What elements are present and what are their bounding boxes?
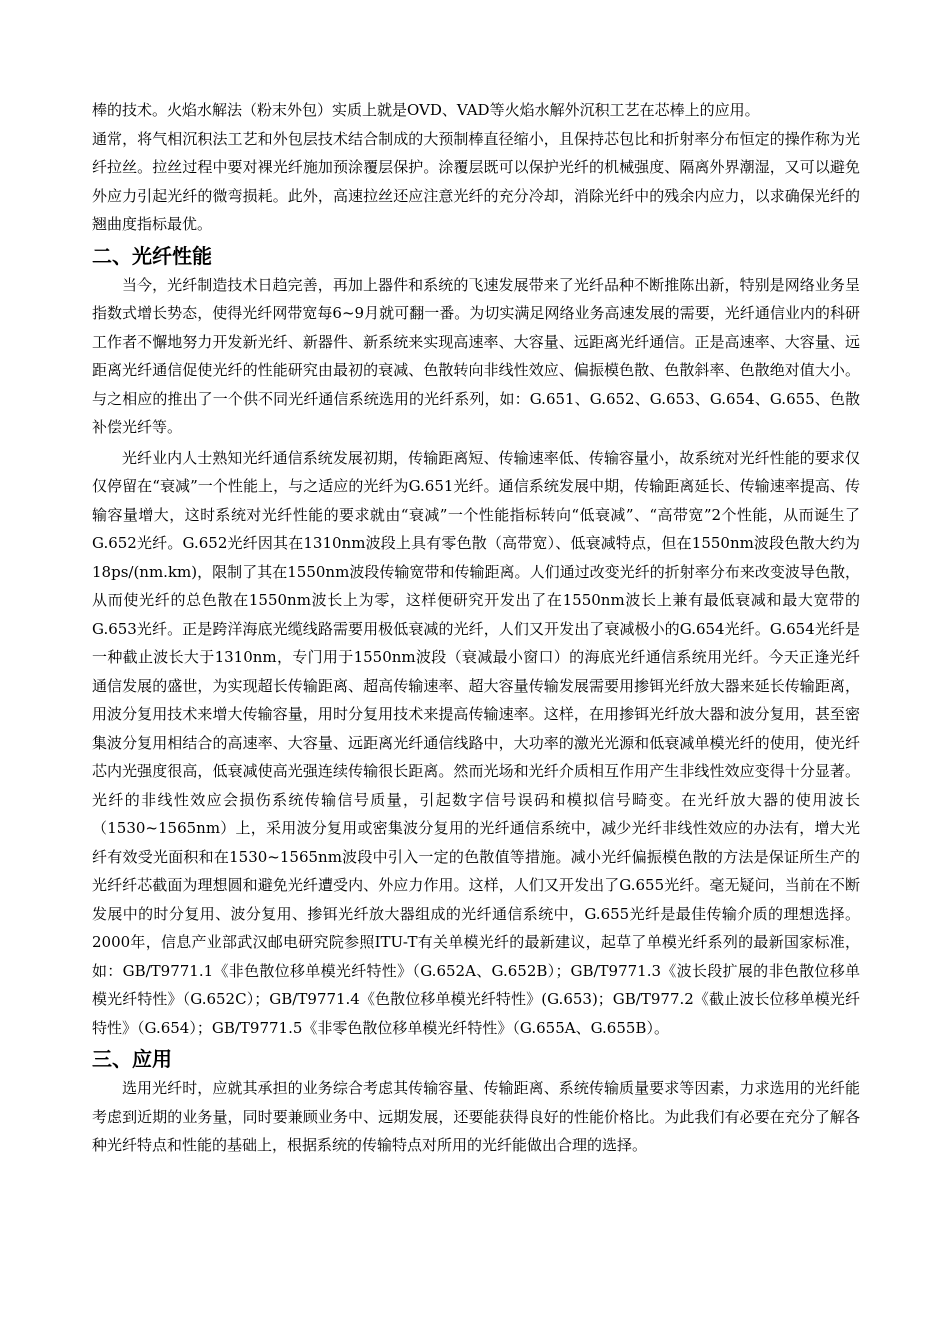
section-heading-application: 三、应用	[92, 1047, 172, 1071]
paragraph-fiber-drawing: 通常，将气相沉积法工艺和外包层技术结合制成的大预制棒直径缩小，且保持芯包比和折射率分布恒定的操作称为光纤拉丝。拉丝过程中要对裸光纤施加预涂覆层保护。涂覆层既可以保护光纤的机械强度、隔离外界潮湿，又可以避免外应力引起光纤的微弯损耗。此外，高速拉丝还应注意光纤的充分冷却，消除光纤中的残余内应力，以求确保光纤的翘曲度指标最优。	[92, 129, 860, 233]
paragraph-application: 选用光纤时，应就其承担的业务综合考虑其传输容量、传输距离、系统传输质量要求等因素，力求选用的光纤能考虑到近期的业务量，同时要兼顾业务中、远期发展，还要能获得良好的性能价格比。为此我们有必要在充分了解各种光纤特点和性能的基础上，根据系统的传输特点对所用的光纤能做出合理的选择。	[92, 1079, 860, 1154]
document-page	[92, 96, 860, 1160]
paragraph-drawing-fabrication-tail: 棒的技术。火焰水解法（粉末外包）实质上就是OVD、VAD等火焰水解外沉积工艺在芯棒上的应用。	[92, 101, 760, 119]
section-heading-fiber-performance: 二、光纤性能	[92, 243, 212, 268]
paragraph-fiber-performance-intro: 当今，光纤制造技术日趋完善，再加上器件和系统的飞速发展带来了光纤品种不断推陈出新，特别是网络业务呈指数式增长势态，使得光纤网带宽每6~9月就可翻一番。为切实满足网络业务高速发展的需要，光纤通信业内的科研工作者不懈地努力开发新光纤、新器件、新系统来实现高速率、大容量、远距离光纤通信。正是高速率、大容量、远距离光纤通信促使光纤的性能研究由最初的衰减、色散转向非线性效应、偏振模色散、色散斜率、色散绝对值大小。与之相应的推出了一个供不同光纤通信系统选用的光纤系列，如：G.651、G.652、G.653、G.654、G.655、色散补偿光纤等。	[92, 275, 860, 436]
paragraph-fiber-performance-history: 光纤业内人士熟知光纤通信系统发展初期，传输距离短、传输速率低、传输容量小，故系统对光纤性能的要求仅仅停留在“衰减”一个性能上，与之适应的光纤为G.651光纤。通信系统发展中期，传输距离延长、传输速率提高、传输容量增大，这时系统对光纤性能的要求就由“衰减”一个性能指标转向“低衰减”、“高带宽”2个性能，从而诞生了G.652光纤。G.652光纤因其在1310nm波段上具有零色散（高带宽）、低衰减特点，但在1550nm波段色散大约为18ps/(nm.km)，限制了其在1550nm波段传输宽带和传输距离。人们通过改变光纤的折射率分布来改变波导色散，从而使光纤的总色散在1550nm波长上为零，这样便研究开发出了在1550nm波长上兼有最低衰减和最大宽带的G.653光纤。正是跨洋海底光缆线路需要用极低衰减的光纤，人们又开发出了衰减极小的G.654光纤。G.654光纤是一种截止波长大于1310nm，专门用于1550nm波段（衰减最小窗口）的海底光纤通信系统用光纤。今天正逢光纤通信发展的盛世，为实现超长传输距离、超高传输速率、超大容量传输发展需要用掺铒光纤放大器来延长传输距离，用波分复用技术来增大传输容量，用时分复用技术来提高传输速率。这样，在用掺铒光纤放大器和波分复用，甚至密集波分复用相结合的高速率、大容量、远距离光纤通信线路中，大功率的激光光源和低衰减单模光纤的使用，使光纤芯内光强度很高，低衰减使高光强连续传输很长距离。然而光场和光纤介质相互作用产生非线性效应变得十分显著。光纤的非线性效应会损伤系统传输信号质量，引起数字信号误码和模拟信号畸变。在光纤放大器的使用波长（1530~1565nm）上，采用波分复用或密集波分复用的光纤通信系统中，减少光纤非线性效应的办法有，增大光纤有效受光面积和在1530~1565nm波段中引入一定的色散值等措施。减小光纤偏振模色散的方法是保证所生产的光纤纤芯截面为理想圆和避免光纤遭受内、外应力作用。这样，人们又开发出了G.655光纤。毫无疑问，当前在不断发展中的时分复用、波分复用、掺铒光纤放大器组成的光纤通信系统中，G.655光纤是最佳传输介质的理想选择。2000年，信息产业部武汉邮电研究院参照ITU-T有关单模光纤的最新建议，起草了单模光纤系列的最新国家标准，如：GB/T9771.1《非色散位移单模光纤特性》（G.652A、G.652B）；GB/T9771.3《波长段扩展的非色散位移单模光纤特性》（G.652C）；GB/T9771.4《色散位移单模光纤特性》(G.653)；GB/T977.2《截止波长位移单模光纤特性》（G.654）；GB/T9771.5《非零色散位移单模光纤特性》（G.655A、G.655B）。	[92, 448, 861, 1037]
